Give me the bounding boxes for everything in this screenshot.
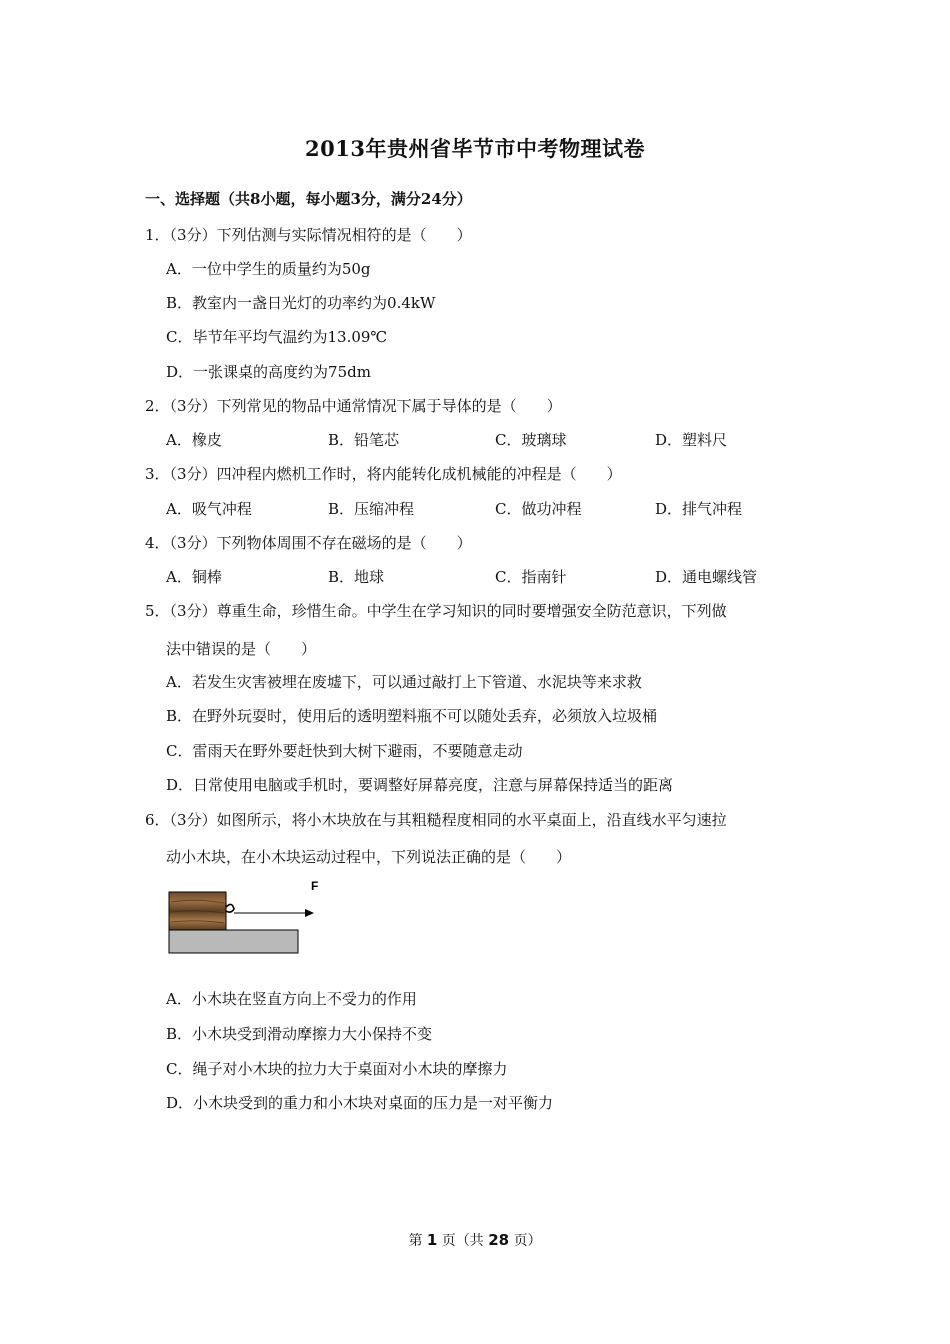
question-3-options <box>166 498 742 519</box>
question-6-option-d: D．小木块受到的重力和小木块对桌面的压力是一对平衡力 <box>166 1094 554 1112</box>
page-title: 2013年贵州省毕节市中考物理试卷 <box>305 136 645 161</box>
question-1-option-c: C．毕节年平均气温约为13.09℃ <box>166 328 388 346</box>
question-1-option-b: B．教室内一盏日光灯的功率约为0.4kW <box>166 294 436 312</box>
question-2-option-d: D．塑料尺 <box>655 431 728 449</box>
question-2-stem: 2．（3分）下列常见的物品中通常情况下属于导体的是（ ） <box>145 397 562 415</box>
question-6-option-a: A．小木块在竖直方向上不受力的作用 <box>166 990 417 1008</box>
question-1-stem: 1．（3分）下列估测与实际情况相符的是（ ） <box>145 226 472 244</box>
question-4-stem: 4．（3分）下列物体周围不存在磁场的是（ ） <box>145 534 472 552</box>
question-3-option-a: A．吸气冲程 <box>166 500 252 518</box>
question-4-options <box>166 566 757 587</box>
question-4-option-a: A．铜棒 <box>166 568 222 586</box>
question-6-option-b: B．小木块受到滑动摩擦力大小保持不变 <box>166 1025 433 1043</box>
question-5-stem-continued: 法中错误的是（ ） <box>166 640 317 658</box>
question-2-option-b: B．铅笔芯 <box>328 431 400 449</box>
force-arrow-head <box>305 909 314 917</box>
question-6-stem: 6．（3分）如图所示，将小木块放在与其粗糙程度相同的水平桌面上，沿直线水平匀速拉 <box>145 811 727 829</box>
table-surface <box>169 930 298 953</box>
wood-block-figure <box>166 880 336 960</box>
question-4-option-d: D．通电螺线管 <box>655 568 758 586</box>
wood-block-diagram <box>166 880 336 960</box>
rope-hook <box>226 904 234 912</box>
question-5-option-b: B．在野外玩耍时，使用后的透明塑料瓶不可以随处丢弃，必须放入垃圾桶 <box>166 707 658 725</box>
question-5-option-d: D．日常使用电脑或手机时，要调整好屏幕亮度，注意与屏幕保持适当的距离 <box>166 776 674 794</box>
question-2-option-a: A．橡皮 <box>166 431 222 449</box>
question-1-option-a: A．一位中学生的质量约为50g <box>166 260 371 278</box>
question-3-option-b: B．压缩冲程 <box>328 500 415 518</box>
footer-page-number: 1 <box>426 1231 438 1249</box>
question-6-option-c: C．绳子对小木块的拉力大于桌面对小木块的摩擦力 <box>166 1060 508 1078</box>
footer-suffix: 页） <box>513 1233 542 1249</box>
question-2-options <box>166 429 727 450</box>
question-6-stem-continued: 动小木块，在小木块运动过程中，下列说法正确的是（ ） <box>166 848 572 866</box>
question-3-stem: 3．（3分）四冲程内燃机工作时，将内能转化成机械能的冲程是（ ） <box>145 465 622 483</box>
question-2-option-c: C．玻璃球 <box>495 431 567 449</box>
question-5-option-a: A．若发生灾害被埋在废墟下，可以通过敲打上下管道、水泥块等来求救 <box>166 673 642 691</box>
question-5-option-c: C．雷雨天在野外要赶快到大树下避雨，不要随意走动 <box>166 742 523 760</box>
page-footer <box>0 1230 950 1250</box>
footer-mid: 页（共 <box>441 1233 484 1249</box>
question-3-option-d: D．排气冲程 <box>655 500 743 518</box>
section-heading: 一、选择题（共8小题，每小题3分，满分24分） <box>145 190 472 208</box>
footer-prefix: 第 <box>408 1233 423 1249</box>
question-5-stem: 5．（3分）尊重生命，珍惜生命。中学生在学习知识的同时要增强安全防范意识，下列做 <box>145 602 727 620</box>
footer-total-pages: 28 <box>488 1231 510 1249</box>
question-4-option-c: C．指南针 <box>495 568 567 586</box>
question-4-option-b: B．地球 <box>328 568 385 586</box>
question-1-option-d: D．一张课桌的高度约为75dm <box>166 363 371 381</box>
force-label: F <box>311 880 319 893</box>
question-3-option-c: C．做功冲程 <box>495 500 582 518</box>
